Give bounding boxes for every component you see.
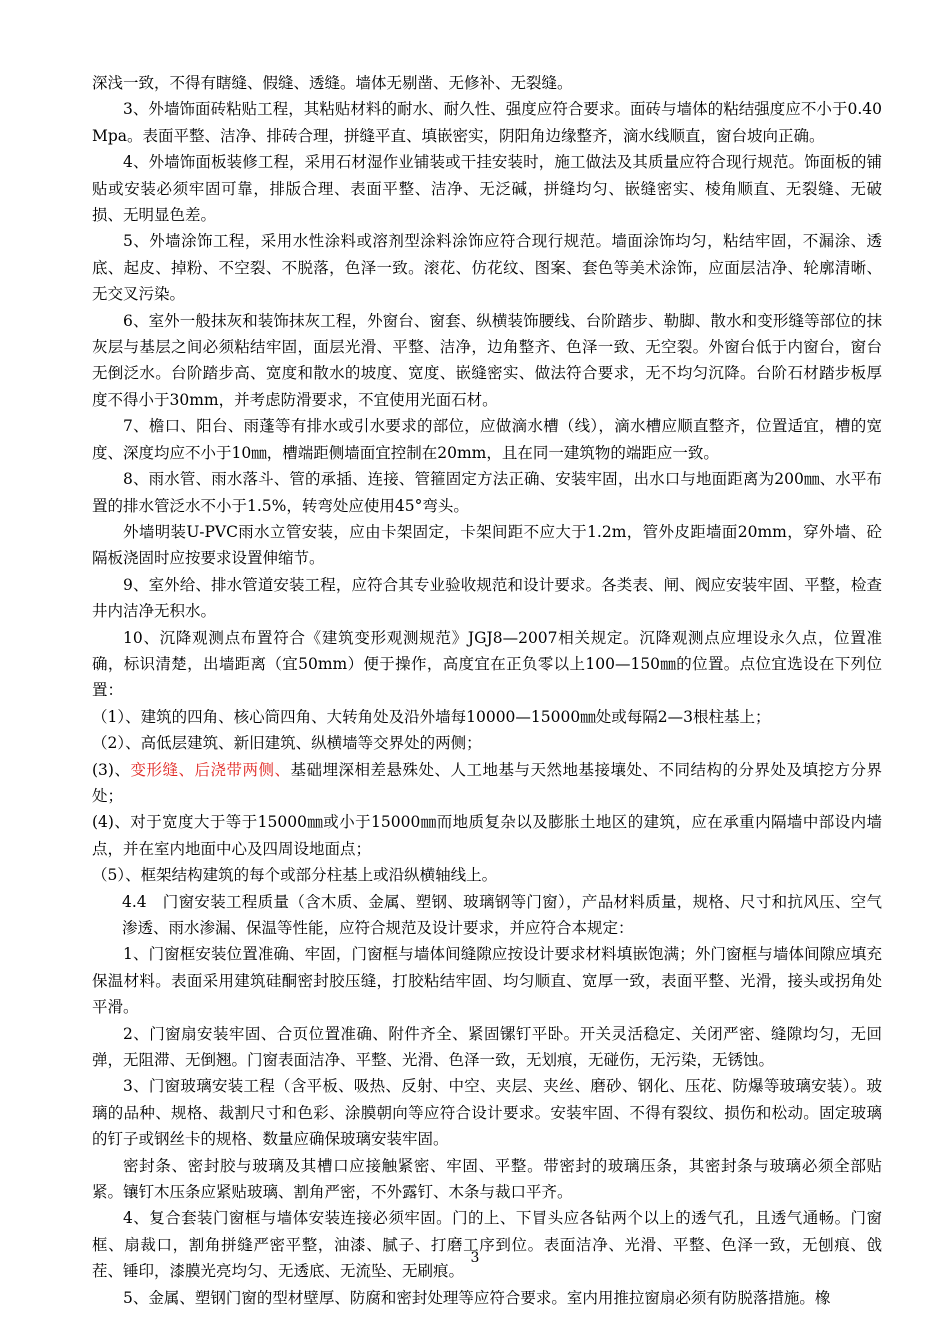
paragraph-item-4: 4、外墙饰面板装修工程，采用石材湿作业铺装或干挂安装时，施工做法及其质量应符合现行规范。饰面板的铺贴或安装必须牢固可靠，排版合理、表面平整、洁净、无泛碱，拼缝均匀、嵌缝密实、棱角顺直、无裂缝、无破损、无明显色差。 xyxy=(92,153,882,225)
paragraph-door-3: 3、门窗玻璃安装工程（含平板、吸热、反射、中空、夹层、夹丝、磨砂、钢化、压花、防爆等玻璃安装）。玻璃的品种、规格、裁割尺寸和色彩、涂膜朝向等应符合设计要求。安装牢固、不得有裂纹、损伤和松动。固定玻璃的钉子或钢丝卡的规格、数量应确保玻璃安装牢固。 xyxy=(92,1077,882,1149)
paragraph-door-4: 4、复合套装门窗框与墙体安装连接必须牢固。门的上、下冒头应各钻两个以上的透气孔，且透气通畅。门窗框、扇裁口，割角拼缝严密平整，油漆、腻子、打磨工序到位。表面洁净、光滑、平整、色泽一致，无刨痕、戗茬、锤印，漆膜光亮均匀、无透底、无流坠、无刷痕。 xyxy=(92,1209,882,1281)
list-item-3-prefix: (3)、 xyxy=(92,760,131,779)
paragraph-item-3: 3、外墙饰面砖粘贴工程，其粘贴材料的耐水、耐久性、强度应符合要求。面砖与墙体的粘结强度应不小于0.40Mpa。表面平整、洁净、排砖合理，拼缝平直、填嵌密实，阴阳角边缘整齐，滴水线顺直，窗台坡向正确。 xyxy=(92,100,882,145)
paragraph-item-6: 6、室外一般抹灰和装饰抹灰工程，外窗台、窗套、纵横装饰腰线、台阶踏步、勒脚、散水和变形缝等部位的抹灰层与基层之间必须粘结牢固，面层光滑、平整、洁净，边角整齐、色泽一致、无空裂。外窗台低于内窗台，窗台无倒泛水。台阶踏步高、宽度和散水的坡度、宽度、嵌缝密实、做法符合要求，无不均匀沉降。台阶石材踏步板厚度不得小于30mm，并考虑防滑要求，不宜使用光面石材。 xyxy=(92,311,882,409)
paragraph-item-5: 5、外墙涂饰工程，采用水性涂料或溶剂型涂料涂饰应符合现行规范。墙面涂饰均匀，粘结牢固，不漏涂、透底、起皮、掉粉、不空裂、不脱落，色泽一致。滚花、仿花纹、图案、套色等美术涂饰，应面层洁净、轮廓清晰、无交叉污染。 xyxy=(92,232,882,304)
paragraph-item-8: 8、雨水管、雨水落斗、管的承插、连接、管箍固定方法正确、安装牢固，出水口与地面距离为200㎜、水平布置的排水管泛水不小于1.5%，转弯处应使用45°弯头。 xyxy=(92,470,882,515)
list-item-3 xyxy=(92,757,882,810)
section-heading-4-4: 4.4 门窗安装工程质量（含木质、金属、塑钢、玻璃钢等门窗），产品材料质量，规格、尺寸和抗风压、空气渗透、雨水渗漏、保温等性能，应符合规范及设计要求，并应符合本规定： xyxy=(122,892,882,937)
paragraph-seal: 密封条、密封胶与玻璃及其槽口应接触紧密、牢固、平整。带密封的玻璃压条，其密封条与玻璃必须全部贴紧。镶钉木压条应紧贴玻璃、割角严密，不外露钉、木条与裁口平齐。 xyxy=(92,1156,882,1202)
highlighted-text: 变形缝、后浇带两侧、 xyxy=(130,760,291,779)
list-item-5: （5）、框架结构建筑的每个或部分柱基上或沿纵横轴线上。 xyxy=(92,866,498,885)
document-body xyxy=(92,70,882,1311)
paragraph-item-10: 10、沉降观测点布置符合《建筑变形观测规范》JGJ8—2007相关规定。沉降观测点应埋设永久点，位置准确，标识清楚，出墙距离（宜50mm）便于操作，高度宜在正负零以上100—150㎜的位置。点位宜选设在下列位置： xyxy=(92,628,882,700)
paragraph-continuation: 深浅一致，不得有瞎缝、假缝、透缝。墙体无剔凿、无修补、无裂缝。 xyxy=(92,74,573,92)
paragraph-item-9: 9、室外给、排水管道安装工程，应符合其专业验收规范和设计要求。各类表、闸、阀应安装牢固、平整，检查井内洁净无积水。 xyxy=(92,575,882,621)
paragraph-door-5: 5、金属、塑钢门窗的型材壁厚、防腐和密封处理等应符合要求。室内用推拉窗扇必须有防脱落措施。橡 xyxy=(123,1288,831,1307)
list-item-1: （1）、建筑的四角、核心筒四角、大转角处及沿外墙每10000—15000㎜处或每隔2—3根柱基上； xyxy=(92,707,771,726)
paragraph-door-2: 2、门窗扇安装牢固、合页位置准确、附件齐全、紧固镙钉平卧。开关灵活稳定、关闭严密、缝隙均匀，无回弹，无阻滞、无倒翘。门窗表面洁净、平整、光滑、色泽一致，无划痕，无碰伤，无污染，无锈蚀。 xyxy=(92,1024,882,1070)
page-number: 3 xyxy=(470,1250,480,1266)
paragraph-item-7: 7、檐口、阳台、雨蓬等有排水或引水要求的部位，应做滴水槽（线），滴水槽应顺直整齐，位置适宜，槽的宽度、深度均应不小于10㎜，槽端距侧墙面宜控制在20mm，且在同一建筑物的端距应一致。 xyxy=(92,417,882,462)
list-item-2: （2）、高低层建筑、新旧建筑、纵横墙等交界处的两侧； xyxy=(92,734,482,753)
paragraph-door-1: 1、门窗框安装位置准确、牢固，门窗框与墙体间缝隙应按设计要求材料填嵌饱满；外门窗框与墙体间隙应填充保温材料。表面采用建筑硅酮密封胶压缝，打胶粘结牢固、均匀顺直、宽厚一致，表面平整、光滑，接头或拐角处平滑。 xyxy=(92,945,882,1017)
list-item-3-rest: 基础埋深相差悬殊处、人工地基与天然地基接壤处、不同结构的分界处及填挖方分界处； xyxy=(92,760,882,805)
list-item-4: (4)、对于宽度大于等于15000㎜或小于15000㎜而地质复杂以及膨胀土地区的建筑，应在承重内隔墙中部设内墙点，并在室内地面中心及四周设地面点； xyxy=(92,813,882,858)
paragraph-upvc: 外墙明装U-PVC雨水立管安装，应由卡架固定，卡架间距不应大于1.2m，管外皮距墙面20mm，穿外墙、砼隔板浇固时应按要求设置伸缩节。 xyxy=(92,522,882,568)
